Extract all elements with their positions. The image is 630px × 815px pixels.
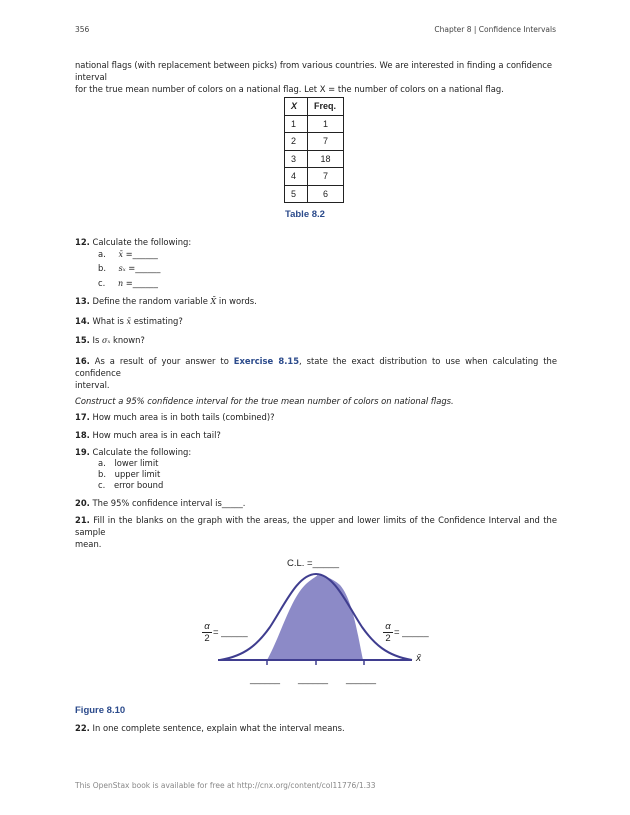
question-text: In one complete sentence, explain what the interval means. [92, 723, 345, 733]
alpha-symbol: α [383, 622, 393, 633]
table-header-x: X [285, 98, 308, 116]
upper-limit-blank: ______ [346, 674, 377, 684]
blank-field: =______ [125, 263, 161, 273]
normal-curve-figure [190, 552, 450, 687]
table-header-row [285, 98, 344, 116]
question-number: 21. [75, 515, 90, 525]
q16-line-2: interval. [75, 380, 110, 390]
xbar-symbol: x̄ [126, 317, 132, 326]
question-text: Calculate the following: [92, 447, 192, 457]
question-text: How much area is in each tail? [92, 430, 221, 440]
question-number: 12. [75, 237, 90, 247]
question-13 [75, 295, 257, 308]
table-row [285, 150, 344, 168]
question-number: 13. [75, 296, 90, 306]
xbar-symbol: x̄ [118, 250, 123, 259]
list-marker: a. [98, 458, 106, 468]
intro-line-2: for the true mean number of colors on a national flag. Let X = the number of colors on a national flag. [75, 84, 504, 94]
q19-item-b [98, 469, 160, 481]
question-text-pre: What is [92, 316, 127, 326]
cl-label: C.L. =_____ [287, 558, 340, 569]
list-marker: a. [98, 249, 106, 259]
question-number: 19. [75, 447, 90, 457]
question-text: Calculate the following: [92, 237, 192, 247]
list-item-text: lower limit [114, 458, 159, 468]
question-text-post: in words. [216, 296, 257, 306]
exercise-link[interactable]: Exercise 8.15 [233, 356, 300, 366]
question-12 [75, 236, 191, 248]
table-row [285, 133, 344, 151]
footer-note: This OpenStax book is available for free at http://cnx.org/content/col11776/1.33 [75, 781, 376, 790]
frequency-table [284, 97, 344, 203]
question-17 [75, 411, 275, 423]
question-number: 20. [75, 498, 90, 508]
table-cell: 2 [285, 133, 308, 151]
blank-field: =______ [123, 278, 158, 288]
question-number: 15. [75, 335, 90, 345]
q19-item-a [98, 458, 158, 470]
construct-instruction: Construct a 95% confidence interval for the true mean number of colors on national flags. [75, 396, 454, 406]
intro-line-1: national flags (with replacement between picks) from various countries. We are interested in finding a confidence interval [75, 60, 553, 82]
question-number: 17. [75, 412, 90, 422]
question-22 [75, 722, 345, 734]
question-19 [75, 446, 191, 458]
question-text: Fill in the blanks on the graph with the areas, the upper and lower limits of the Confidence Interval and the sample [75, 515, 557, 537]
question-16 [75, 355, 557, 391]
table-row [285, 185, 344, 203]
left-tail-blank: = _____ [213, 627, 248, 638]
denominator-two: 2 [204, 633, 210, 644]
left-alpha-fraction [202, 622, 212, 644]
list-marker: c. [98, 480, 106, 490]
list-marker: b. [98, 469, 106, 479]
question-text-pre: As a result of your answer to [94, 356, 234, 366]
frequency-table-wrapper [284, 97, 344, 203]
table-cell: 1 [285, 115, 308, 133]
question-18 [75, 429, 221, 441]
table-cell: 6 [308, 185, 344, 203]
lower-limit-blank: ______ [250, 674, 281, 684]
question-number: 14. [75, 316, 90, 326]
table-cell: 7 [308, 168, 344, 186]
list-item-text: error bound [113, 480, 164, 490]
question-14 [75, 315, 183, 328]
q16-line-1 [75, 355, 557, 379]
table-header-freq: Freq. [308, 98, 344, 116]
sigma-x-symbol: σₓ [102, 336, 111, 345]
question-text: How much area is in both tails (combined)? [92, 412, 275, 422]
alpha-symbol: α [202, 622, 212, 633]
axis-xbar-label: x̄ [416, 653, 421, 664]
right-tail-blank: = _____ [394, 627, 429, 638]
list-marker: b. [98, 263, 106, 273]
question-text-pre: Is [92, 335, 103, 345]
confidence-area [267, 575, 363, 660]
xbar-symbol: X̄ [210, 297, 217, 306]
question-text-post: known? [110, 335, 145, 345]
question-number: 18. [75, 430, 90, 440]
list-marker: c. [98, 278, 106, 288]
question-text-post: estimating? [131, 316, 183, 326]
q12-item-a [98, 249, 158, 261]
table-cell: 1 [308, 115, 344, 133]
table-cell: 4 [285, 168, 308, 186]
question-text-pre: Define the random variable [92, 296, 211, 306]
question-15 [75, 334, 145, 347]
table-row [285, 115, 344, 133]
page-number: 356 [75, 25, 90, 34]
q21-line-2: mean. [75, 539, 102, 549]
list-item-text: upper limit [114, 469, 161, 479]
question-text: The 95% confidence interval is_____. [92, 498, 246, 508]
question-number: 16. [75, 356, 90, 366]
figure-caption: Figure 8.10 [75, 705, 126, 716]
q19-item-c [98, 480, 163, 492]
question-21 [75, 514, 557, 550]
right-alpha-fraction [383, 622, 393, 644]
table-cell: 3 [285, 150, 308, 168]
q12-item-c [98, 278, 158, 290]
q21-line-1 [75, 514, 557, 538]
q12-item-b [98, 263, 160, 275]
table-cell: 18 [308, 150, 344, 168]
intro-paragraph [75, 59, 557, 95]
question-number: 22. [75, 723, 90, 733]
table-caption: Table 8.2 [285, 209, 325, 220]
question-20 [75, 497, 245, 509]
table-cell: 7 [308, 133, 344, 151]
sx-symbol: sₓ [118, 264, 126, 273]
question-text-post: , state the exact distribution to use when calculating the confidence [75, 356, 557, 378]
denominator-two: 2 [385, 633, 391, 644]
table-row [285, 168, 344, 186]
mean-blank: ______ [298, 674, 329, 684]
chapter-title: Chapter 8 | Confidence Intervals [434, 25, 556, 34]
n-symbol: n [117, 279, 124, 288]
blank-field: =______ [122, 249, 158, 259]
table-cell: 5 [285, 185, 308, 203]
